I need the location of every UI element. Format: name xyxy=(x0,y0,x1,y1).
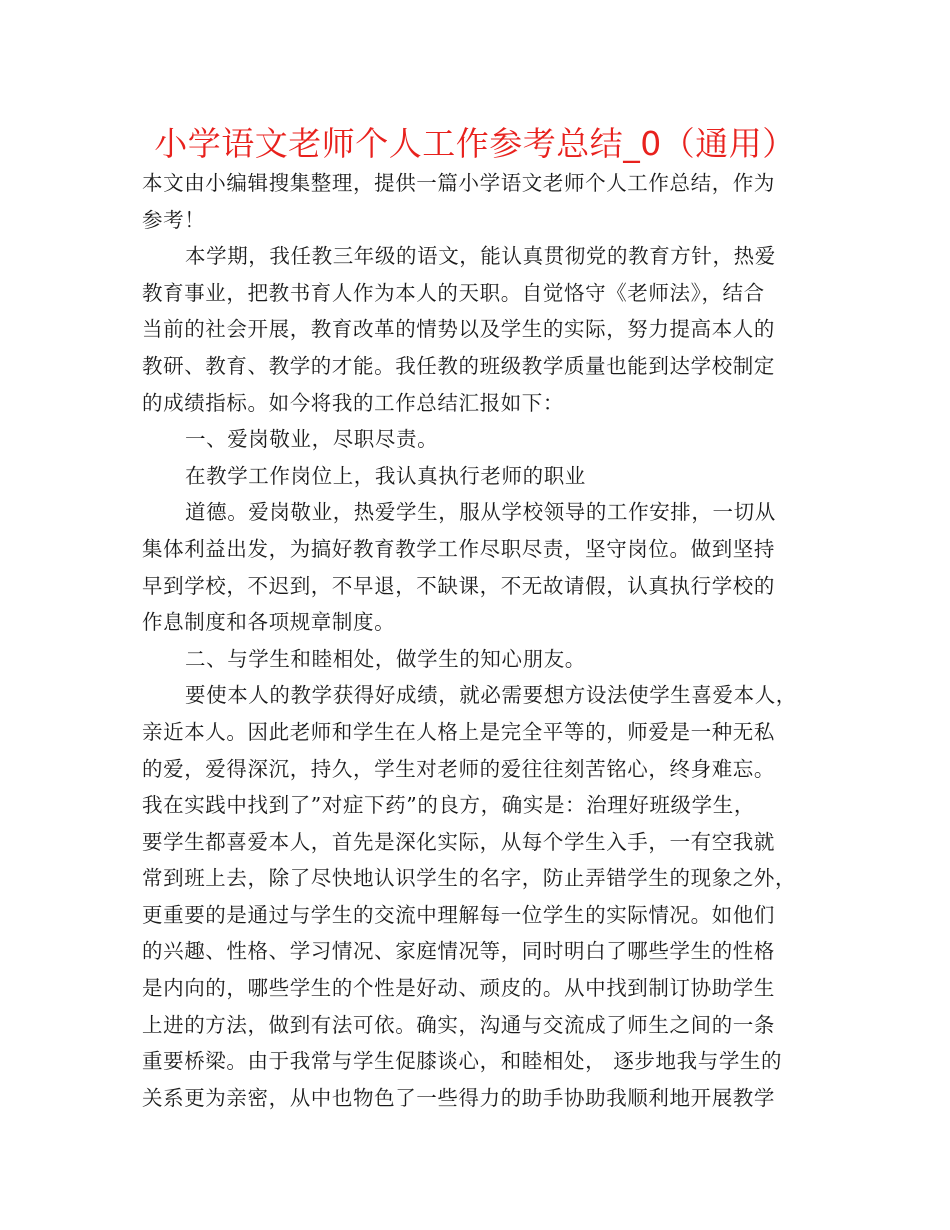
text-line: 的爱，爱得深沉，持久，学生对老师的爱往往刻苦铭心，终身难忘。 xyxy=(142,756,775,781)
text-line: 二、与学生和睦相处，做学生的知心朋友。 xyxy=(185,646,586,671)
text-line: 教研、教育、教学的才能。我任教的班级教学质量也能到达学校制定 xyxy=(142,353,775,378)
text-line: 要使本人的教学获得好成绩，就必需要想方设法使学生喜爱本人， xyxy=(185,683,797,708)
text-line: 的成绩指标。如今将我的工作总结汇报如下： xyxy=(142,390,564,415)
text-line: 早到学校，不迟到，不早退，不缺课，不无故请假，认真执行学校的 xyxy=(142,573,775,598)
text-line: 本学期，我任教三年级的语文，能认真贯彻党的教育方针，热爱 xyxy=(185,244,776,269)
text-line: 教育事业，把教书育人作为本人的天职。自觉恪守《老师法》，结合 xyxy=(142,280,765,305)
text-line: 是内向的，哪些学生的个性是好动、顽皮的。从中找到制订协助学生 xyxy=(142,976,775,1001)
text-line: 重要桥梁。由于我常与学生促膝谈心，和睦相处， 逐步地我与学生的 xyxy=(142,1049,783,1074)
text-line: 亲近本人。因此老师和学生在人格上是完全平等的，师爱是一种无私 xyxy=(142,719,775,744)
text-line: 更重要的是通过与学生的交流中理解每一位学生的实际情况。如他们 xyxy=(142,902,775,927)
text-line: 作息制度和各项规章制度。 xyxy=(142,610,396,635)
document-body xyxy=(142,165,822,1116)
text-line: 在教学工作岗位上，我认真执行老师的职业 xyxy=(185,463,586,488)
text-line: 的兴趣、性格、学习情况、家庭情况等，同时明白了哪些学生的性格 xyxy=(142,939,775,964)
text-line: 常到班上去，除了尽快地认识学生的名字，防止弄错学生的现象之外， xyxy=(142,866,797,891)
text-line: 本文由小编辑搜集整理，提供一篇小学语文老师个人工作总结，作为 xyxy=(142,171,775,195)
text-line: 当前的社会开展，教育改革的情势以及学生的实际，努力提高本人的 xyxy=(142,317,775,342)
text-line: 道德。爱岗敬业，热爱学生，服从学校领导的工作安排，一切从 xyxy=(185,500,776,525)
text-line: 参考！ xyxy=(142,207,206,232)
text-line: 集体利益出发，为搞好教育教学工作尽职尽责，坚守岗位。做到坚持 xyxy=(142,536,775,561)
document-title: 小学语文老师个人工作参考总结_0（通用） xyxy=(154,124,796,163)
text-line: 我在实践中找到了”对症下药”的良方，确实是：治理好班级学生， xyxy=(142,793,755,818)
text-line: 一、爱岗敬业，尽职尽责。 xyxy=(185,427,439,452)
text-line: 上进的方法，做到有法可依。确实，沟通与交流成了师生之间的一条 xyxy=(142,1012,775,1037)
text-line: 要学生都喜爱本人，首先是深化实际，从每个学生入手，一有空我就 xyxy=(142,829,775,854)
text-line: 关系更为亲密，从中也物色了一些得力的助手协助我顺利地开展教学 xyxy=(142,1085,775,1110)
